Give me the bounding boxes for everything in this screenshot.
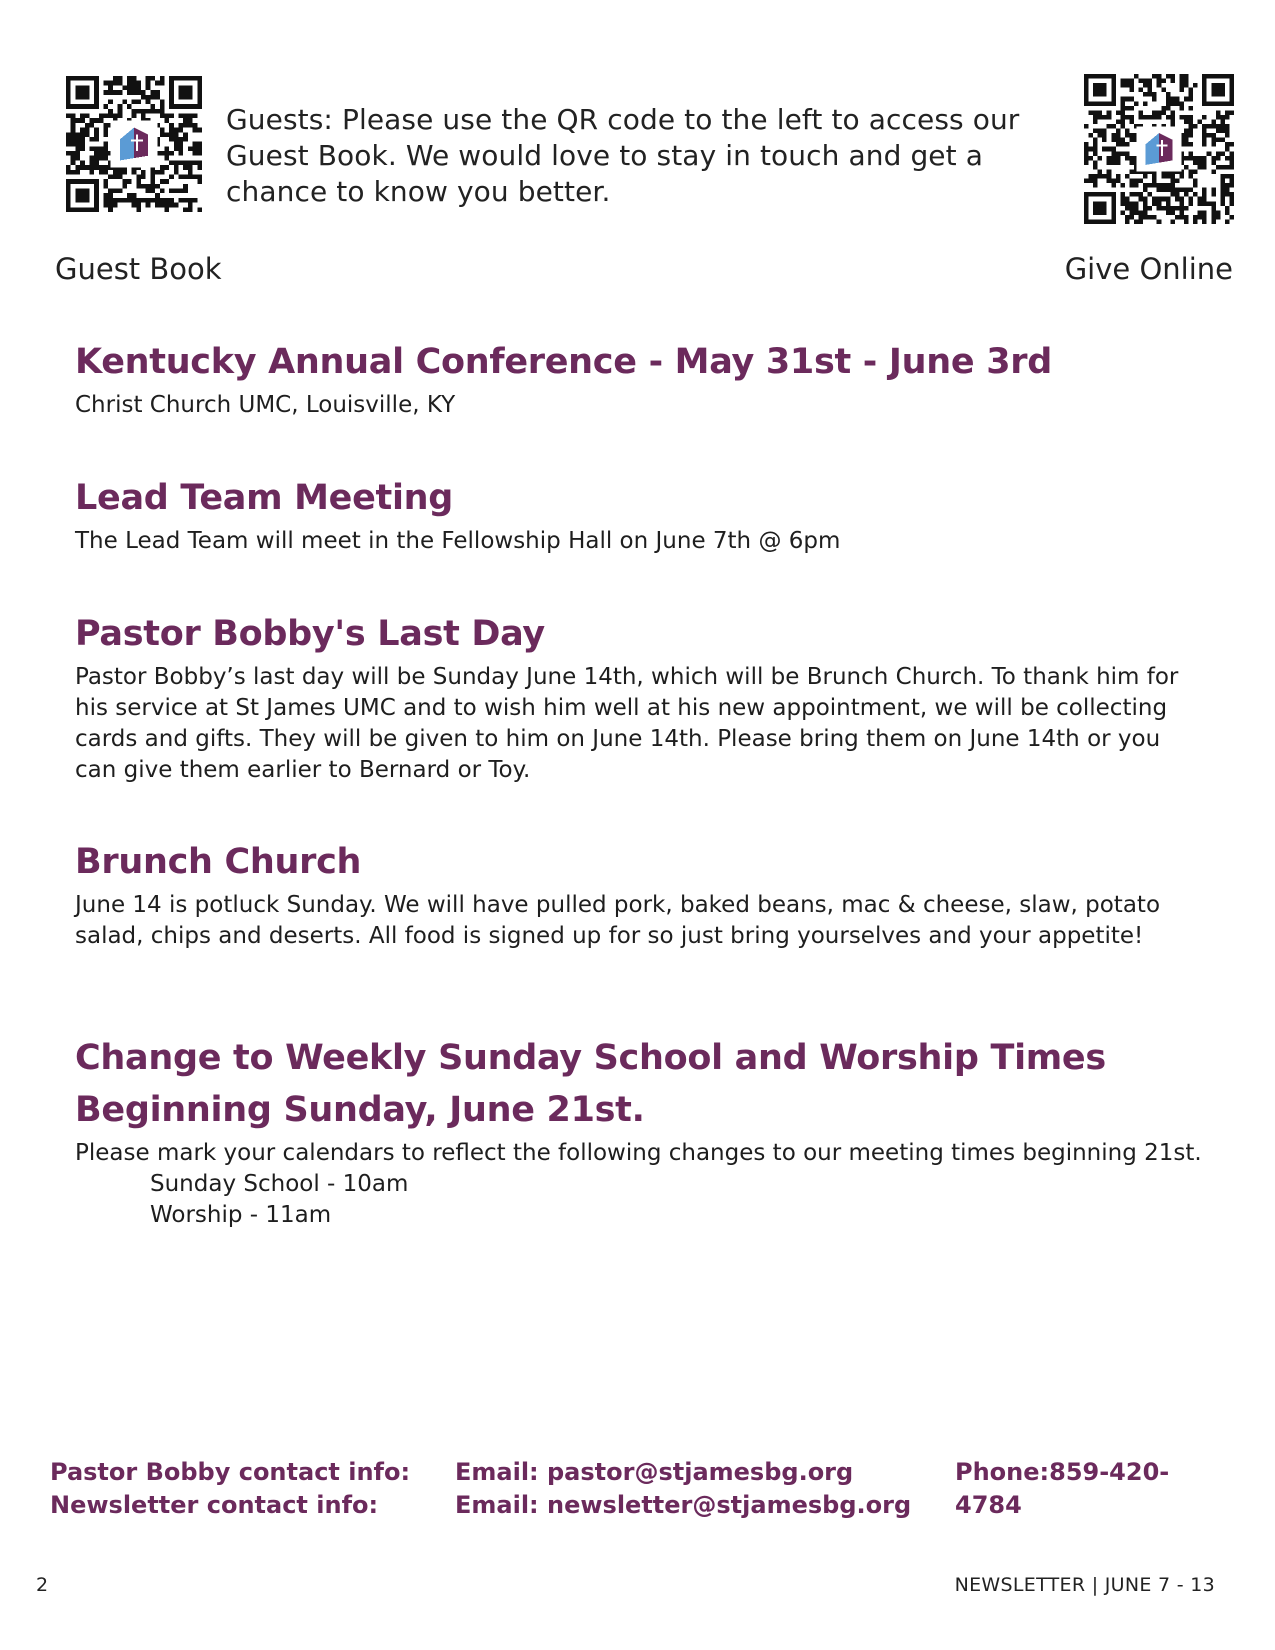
brunch-church-heading: Brunch Church — [75, 842, 362, 882]
pastor-last-day-heading: Pastor Bobby's Last Day — [75, 614, 545, 654]
newsletter-email-link[interactable]: Email: newsletter@stjamesbg.org — [455, 1491, 912, 1519]
schedule-change-heading-line1: Change to Weekly Sunday School and Worship Times — [75, 1038, 1106, 1078]
worship-time: Worship - 11am — [150, 1202, 332, 1228]
pastor-contact-label: Pastor Bobby contact info: — [50, 1458, 411, 1486]
page-number: 2 — [36, 1574, 49, 1596]
guest-notice: Guests: Please use the QR code to the left to access our Guest Book. We would love to stay in touch and get a chance to know you better. — [226, 103, 1020, 208]
sunday-school-time: Sunday School - 10am — [150, 1171, 409, 1197]
conference-section — [75, 336, 1052, 421]
give-online-qr-code-icon[interactable] — [1084, 74, 1234, 224]
contact-footer — [50, 1456, 1230, 1536]
conference-heading: Kentucky Annual Conference - May 31st - June 3rd — [75, 342, 1052, 382]
contact-emails — [455, 1456, 911, 1522]
guest-book-label: Guest Book — [55, 252, 222, 286]
phone-number: Phone:859-420-4784 — [955, 1458, 1170, 1519]
give-online-label: Give Online — [1064, 252, 1233, 286]
guest-book-qr-code-icon[interactable] — [66, 76, 202, 212]
lead-team-body: The Lead Team will meet in the Fellowship Hall on June 7th @ 6pm — [75, 528, 841, 554]
pastor-last-day-section — [75, 608, 1205, 786]
lead-team-section — [75, 472, 840, 557]
newsletter-issue: NEWSLETTER | JUNE 7 - 13 — [954, 1574, 1215, 1596]
schedule-change-body: Please mark your calendars to reflect the following changes to our meeting times beginning 21st. — [75, 1140, 1202, 1166]
schedule-change-heading-line2: Beginning Sunday, June 21st. — [75, 1090, 645, 1130]
lead-team-heading: Lead Team Meeting — [75, 478, 454, 518]
pastor-last-day-body: Pastor Bobby’s last day will be Sunday June 14th, which will be Brunch Church. To thank him for his service at St James UMC and to wish him well at his new appointment, we will be collecting cards and gifts. They will be given to him on June 14th. Please bring them on June 14th or you can give them earlier to Bernard or Toy. — [75, 664, 1179, 783]
brunch-church-body: June 14 is potluck Sunday. We will have pulled pork, baked beans, mac & cheese, slaw, potato salad, chips and deserts. All food is signed up for so just bring yourselves and your appetite! — [75, 892, 1161, 949]
contact-labels — [50, 1456, 410, 1522]
brunch-church-section — [75, 836, 1205, 952]
conference-body: Christ Church UMC, Louisville, KY — [75, 392, 456, 418]
schedule-change-section — [75, 1032, 1205, 1231]
pastor-email-link[interactable]: Email: pastor@stjamesbg.org — [455, 1458, 854, 1486]
newsletter-contact-label: Newsletter contact info: — [50, 1491, 379, 1519]
